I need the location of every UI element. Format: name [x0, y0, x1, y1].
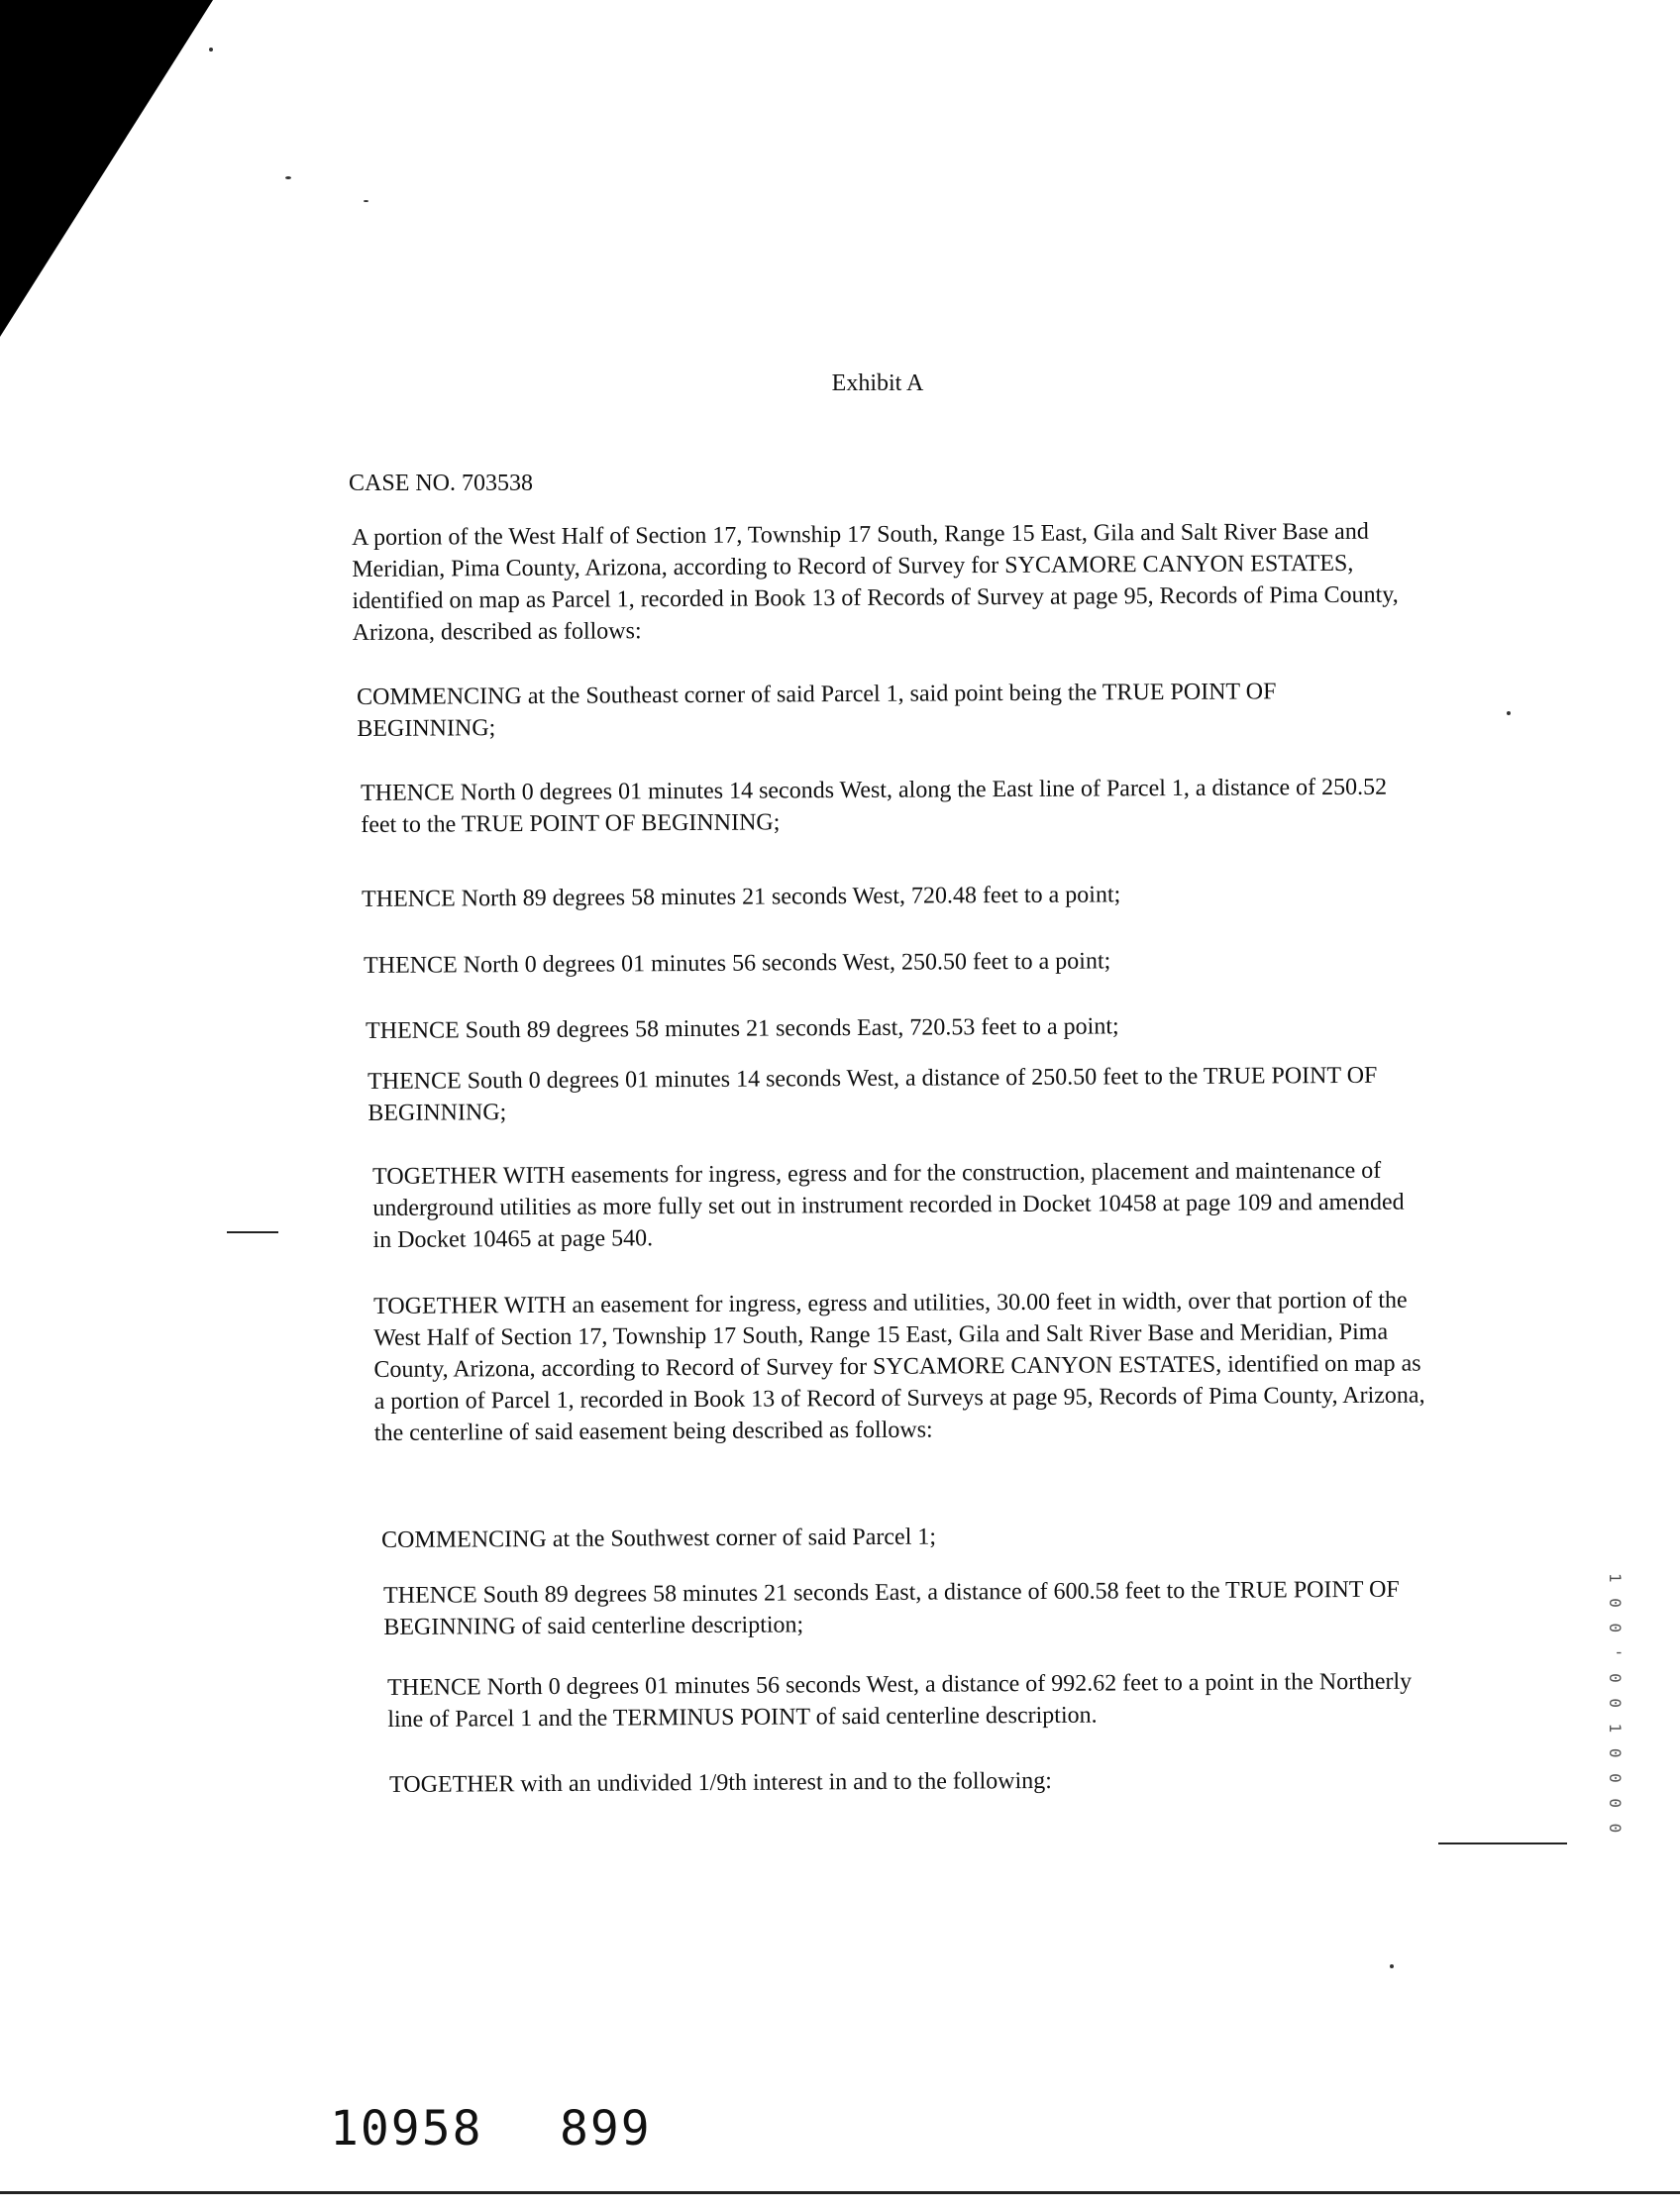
- margin-mark-left: [227, 1231, 278, 1233]
- legal-description-paragraph: THENCE North 0 degrees 01 minutes 56 seconds West, a distance of 992.62 feet to a point in the Northerly line of Parcel 1 and the TERMINUS POINT of said centerline description.: [387, 1668, 1413, 1733]
- scanned-corner-fold: [0, 0, 213, 337]
- scan-edge-line: [0, 2191, 1680, 2194]
- legal-description-paragraph: TOGETHER WITH easements for ingress, egress and for the construction, placement and maintenance of underground utilities as more fully set out in instrument recorded in Docket 10458 at page 109 and amended in Docket 10465 at page 540.: [372, 1157, 1405, 1253]
- scan-speck: [285, 176, 291, 179]
- legal-description-paragraph: COMMENCING at the Southwest corner of said Parcel 1;: [381, 1524, 937, 1553]
- page-number: 899: [560, 2101, 652, 2157]
- legal-description-paragraph: A portion of the West Half of Section 17, Township 17 South, Range 15 East, Gila and Salt River Base and Meridian, Pima County, Arizona, according to Record of Survey for SYCAMORE CANYON ESTATES, identified on map as Parcel 1, recorded in Book 13 of Records of Survey at page 95, Records of Pima County, Arizona, described as follows:: [352, 518, 1399, 646]
- scan-speck: [1507, 711, 1511, 715]
- scan-speck: [364, 200, 368, 202]
- margin-mark-right: [1438, 1842, 1567, 1844]
- legal-description-paragraph: COMMENCING at the Southeast corner of said Parcel 1, said point being the TRUE POINT OF BEGINNING;: [357, 679, 1277, 742]
- side-recording-stamp: 1 0 0 ' 0 0 1 0 0 0 0: [1606, 1573, 1625, 1837]
- legal-description-paragraph: THENCE South 89 degrees 58 minutes 21 seconds East, a distance of 600.58 feet to the TRUE POINT OF BEGINNING of said centerline description;: [383, 1576, 1400, 1640]
- legal-description-paragraph: THENCE North 0 degrees 01 minutes 56 seconds West, 250.50 feet to a point;: [364, 948, 1111, 979]
- scan-speck: [1390, 1964, 1394, 1968]
- legal-description-paragraph: THENCE North 89 degrees 58 minutes 21 seconds West, 720.48 feet to a point;: [362, 882, 1121, 912]
- legal-description-paragraph: TOGETHER WITH an easement for ingress, egress and utilities, 30.00 feet in width, over that portion of the West Half of Section 17, Township 17 South, Range 15 East, Gila and Salt River Base and Meridian, Pima County, Arizona, according to Record of Survey for SYCAMORE CANYON ESTATES, identified on map as a portion of Parcel 1, recorded in Book 13 of Record of Surveys at page 95, Records of Pima County, Arizona, the centerline of said easement being described as follows:: [373, 1287, 1425, 1446]
- docket-number: 10958: [330, 2101, 483, 2157]
- scan-speck: [209, 48, 213, 52]
- legal-description-paragraph: THENCE South 89 degrees 58 minutes 21 seconds East, 720.53 feet to a point;: [366, 1013, 1119, 1044]
- legal-description-paragraph: THENCE South 0 degrees 01 minutes 14 seconds West, a distance of 250.50 feet to the TRUE POINT OF BEGINNING;: [368, 1062, 1378, 1126]
- exhibit-title: Exhibit A: [831, 370, 924, 396]
- legal-description-paragraph: TOGETHER with an undivided 1/9th interest in and to the following:: [389, 1767, 1052, 1798]
- case-number: CASE NO. 703538: [349, 471, 534, 496]
- legal-description-paragraph: THENCE North 0 degrees 01 minutes 14 seconds West, along the East line of Parcel 1, a distance of 250.52 feet to the TRUE POINT OF BEGINNING;: [361, 774, 1388, 838]
